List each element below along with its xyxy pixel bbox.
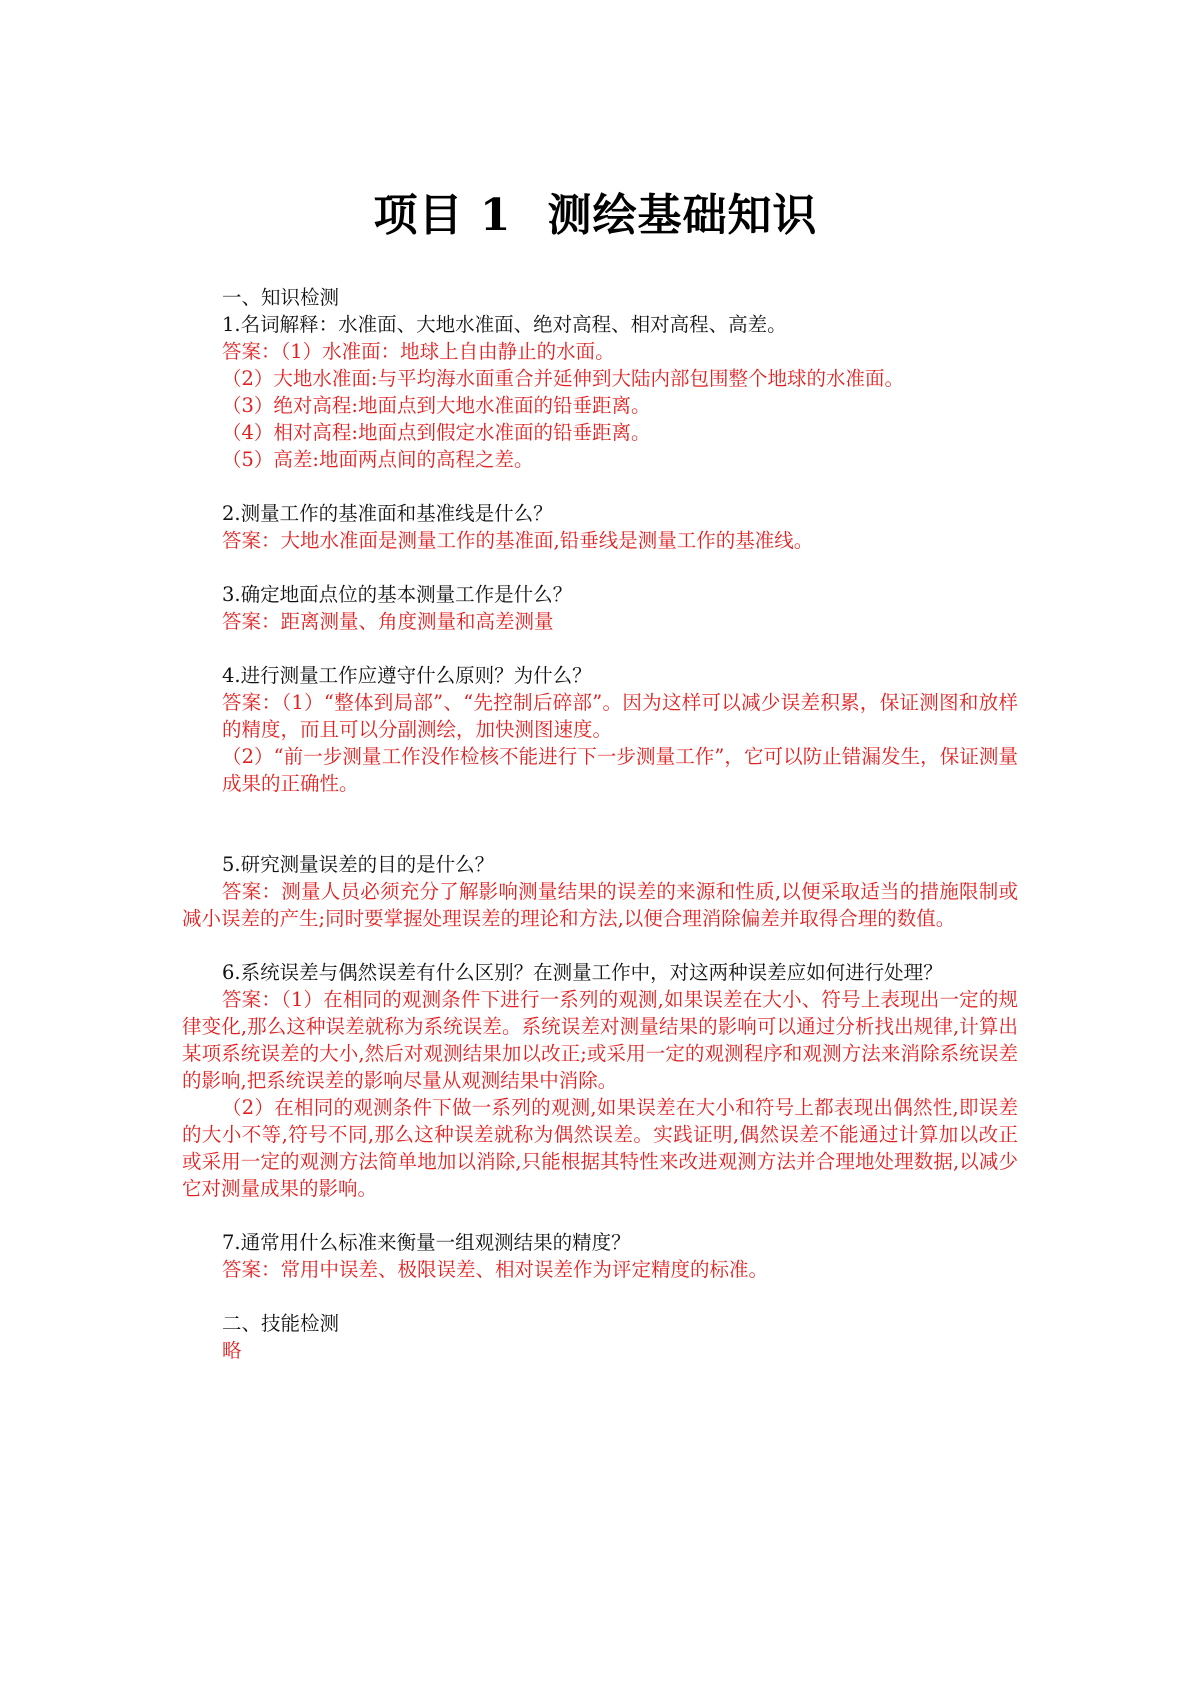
question-3: 3.确定地面点位的基本测量工作是什么？ <box>222 583 573 606</box>
answer-5: 答案：测量人员必须充分了解影响测量结果的误差的来源和性质,以便采取适当的措施限制或减小误差的产生;同时要掌握处理误差的理论和方法,以便合理消除偏差并取得合理的数值。 <box>182 880 1018 930</box>
answer-4-part-1: 答案：（1）“整体到局部”、“先控制后碎部”。因为这样可以减少误差积累，保证测图和放样的精度，而且可以分副测绘，加快测图速度。 <box>222 691 1018 741</box>
answer-1-line-3: （3）绝对高程:地面点到大地水准面的铅垂距离。 <box>222 394 651 417</box>
answer-2: 答案：大地水准面是测量工作的基准面,铅垂线是测量工作的基准线。 <box>222 529 814 552</box>
answer-1-line-4: （4）相对高程:地面点到假定水准面的铅垂距离。 <box>222 421 651 444</box>
section-heading-skills: 二、技能检测 <box>222 1312 340 1335</box>
page-title <box>0 188 1191 244</box>
question-2: 2.测量工作的基准面和基准线是什么？ <box>222 502 553 525</box>
answer-3: 答案：距离测量、角度测量和高差测量 <box>222 610 554 633</box>
answer-4-part-2: （2）“前一步测量工作没作检核不能进行下一步测量工作”，它可以防止错漏发生，保证测量成果的正确性。 <box>222 745 1018 795</box>
answer-1-line-2: （2）大地水准面:与平均海水面重合并延伸到大陆内部包围整个地球的水准面。 <box>222 367 904 390</box>
title-sub: 测绘基础知识 <box>547 190 818 241</box>
question-4: 4.进行测量工作应遵守什么原则？为什么？ <box>222 664 592 687</box>
answer-1-line-1: 答案：（1）水准面：地球上自由静止的水面。 <box>222 340 615 363</box>
question-1: 1.名词解释：水准面、大地水准面、绝对高程、相对高程、高差。 <box>222 313 787 336</box>
section-heading-knowledge: 一、知识检测 <box>222 286 340 309</box>
answer-7: 答案：常用中误差、极限误差、相对误差作为评定精度的标准。 <box>222 1258 769 1281</box>
question-7: 7.通常用什么标准来衡量一组观测结果的精度？ <box>222 1231 631 1254</box>
answer-6-part-2: （2）在相同的观测条件下做一系列的观测,如果误差在大小和符号上都表现出偶然性,即误差的大小不等,符号不同,那么这种误差就称为偶然误差。实践证明,偶然误差不能通过计算加以改正或采用一定的观测方法简单地加以消除,只能根据其特性来改进观测方法并合理地处理数据,以减少它对测量成果的影响。 <box>182 1096 1018 1200</box>
title-main: 项目 1 <box>373 190 512 241</box>
question-6: 6.系统误差与偶然误差有什么区别？在测量工作中，对这两种误差应如何进行处理？ <box>222 961 943 984</box>
document-body <box>182 284 1018 1364</box>
answer-6-part-1: 答案：（1）在相同的观测条件下进行一系列的观测,如果误差在大小、符号上表现出一定的规律变化,那么这种误差就称为系统误差。系统误差对测量结果的影响可以通过分析找出规律,计算出某项系统误差的大小,然后对观测结果加以改正;或采用一定的观测程序和观测方法来消除系统误差的影响,把系统误差的影响尽量从观测结果中消除。 <box>182 988 1018 1092</box>
section-skills-answer: 略 <box>222 1339 242 1362</box>
answer-1-line-5: （5）高差:地面两点间的高程之差。 <box>222 448 534 471</box>
question-5: 5.研究测量误差的目的是什么？ <box>222 853 495 876</box>
